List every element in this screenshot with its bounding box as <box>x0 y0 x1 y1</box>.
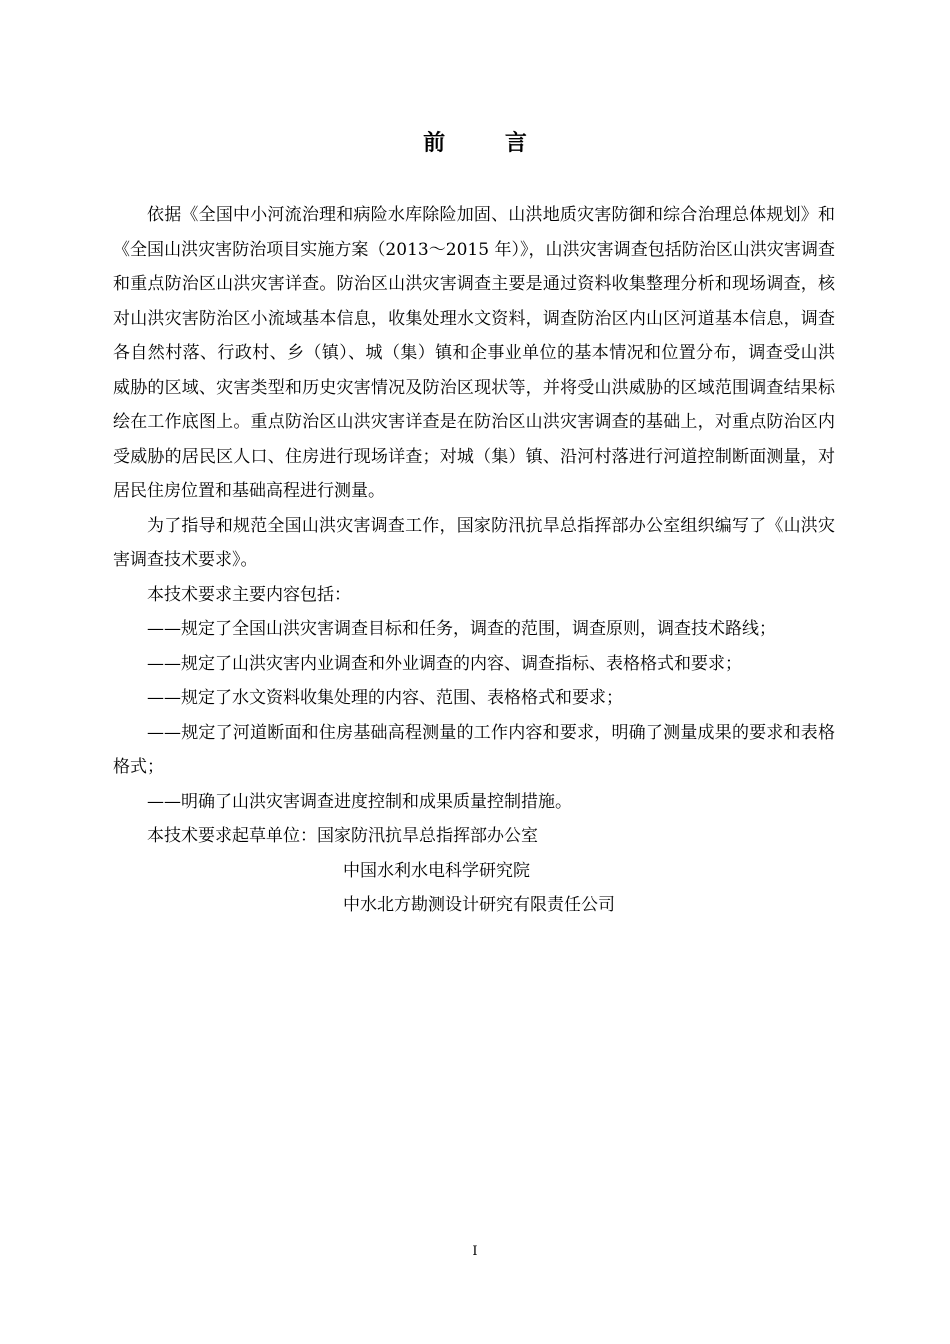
list-item: ——规定了河道断面和住房基础高程测量的工作内容和要求，明确了测量成果的要求和表格格式； <box>113 722 835 777</box>
paragraph-overview: 依据《全国中小河流治理和病险水库除险加固、山洪地质灾害防御和综合治理总体规划》和《全国山洪灾害防治项目实施方案（2013～2015 年）》，山洪灾害调查包括防治区山洪灾害调查和重点防治区山洪灾害详查。防治区山洪灾害调查主要是通过资料收集整理分析和现场调查，核对山洪灾害防治区小流域基本信息，收集处理水文资料，调查防治区内山区河道基本信息，调查各自然村落、行政村、乡（镇）、城（集）镇和企事业单位的基本情况和位置分布，调查受山洪威胁的区域、灾害类型和历史灾害情况及防治区现状等，并将受山洪威胁的区域范围调查结果标绘在工作底图上。重点防治区山洪灾害详查是在防治区山洪灾害调查的基础上，对重点防治区内受威胁的居民区人口、住房进行现场详查；对城（集）镇、沿河村落进行河道控制断面测量，对居民住房位置和基础高程进行测量。 <box>113 205 835 501</box>
list-item: ——明确了山洪灾害调查进度控制和成果质量控制措施。 <box>147 791 572 812</box>
list-item: ——规定了全国山洪灾害调查目标和任务，调查的范围，调查原则，调查技术路线； <box>147 619 776 639</box>
page-title: 前 言 <box>423 131 553 156</box>
drafting-unit-3: 中水北方勘测设计研究有限责任公司 <box>343 895 615 915</box>
document-body <box>113 198 835 923</box>
drafting-unit-2: 中国水利水电科学研究院 <box>343 860 530 881</box>
drafting-units-line: 本技术要求起草单位：国家防汛抗旱总指挥部办公室 <box>147 826 538 846</box>
paragraph-contents-intro: 本技术要求主要内容包括： <box>147 584 351 605</box>
paragraph-purpose: 为了指导和规范全国山洪灾害调查工作，国家防汛抗旱总指挥部办公室组织编写了《山洪灾害调查技术要求》。 <box>113 515 835 570</box>
list-item: ——规定了山洪灾害内业调查和外业调查的内容、调查指标、表格格式和要求； <box>147 653 742 674</box>
list-item: ——规定了水文资料收集处理的内容、范围、表格格式和要求； <box>147 688 623 708</box>
page-number: I <box>472 1244 478 1259</box>
